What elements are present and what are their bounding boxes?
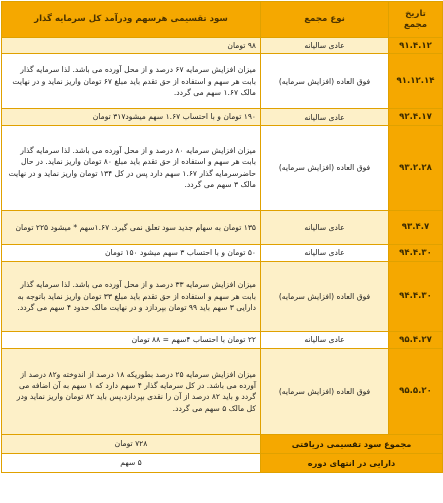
- row-description: میزان افزایش سرمایه ۲۵ درصد بطوریکه ۱۸ درصد از اندوخته و۸۲ درصد از آورده می باشد. در کل سرمایه گذار ۴ سهم دارد که ۱ سهم به آن اضافه می گردد و باید ۸۲ درصد از آن را نقدی بپردازد،پس باید ۸۲ تومان واریز نماید ودر کل مالک ۵ سهم می گردد.: [2, 348, 261, 434]
- row-date: ۹۱.۴.۱۲: [389, 38, 443, 54]
- row-type: فوق العاده (افزایش سرمایه): [261, 125, 389, 210]
- row-date: ۹۵.۴.۲۷: [389, 331, 443, 348]
- row-type: عادی سالیانه: [261, 331, 389, 348]
- row-description: میزان افزایش سرمایه ۶۷ درصد و از محل آورده می باشد. لذا سرمایه گذار بابت هر سهم و استفاده از حق تقدم باید مبلغ ۶۷ تومان واریز نماید و در نهایت مالک ۱.۶۷ سهم می گردد.: [2, 54, 261, 109]
- table-row: [2, 331, 443, 348]
- dividend-history-table: [1, 1, 443, 473]
- table-row: [2, 261, 443, 331]
- row-type: فوق العاده (افزایش سرمایه): [261, 54, 389, 109]
- table-row: [2, 348, 443, 434]
- row-type: عادی سالیانه: [261, 38, 389, 54]
- row-description: ۲۲ تومان با احتساب ۴سهم = ۸۸ تومان: [2, 331, 261, 348]
- final-holdings-value: ۵ سهم: [2, 453, 261, 472]
- table-row: [2, 54, 443, 109]
- total-dividend-row: [2, 434, 443, 453]
- table-row: [2, 109, 443, 125]
- total-dividend-value: ۷۲۸ تومان: [2, 434, 261, 453]
- row-description: میزان افزایش سرمایه ۸۰ درصد و از محل آورده می باشد. لذا سرمایه گذار بابت هر سهم و استفاده از حق تقدم باید مبلغ ۸۰ تومان واریز نماید. در حال حاضرسرمایه گذار ۱.۶۷ سهم دارد پس در کل ۱۳۴ تومان واریز نماید و در نهایت مالک ۳ سهم می گردد.: [2, 125, 261, 210]
- row-date: ۹۵.۵.۲۰: [389, 348, 443, 434]
- table-header-row: [2, 2, 443, 38]
- row-description: ۱۳۵ تومان به سهام جدید سود تعلق نمی گیرد. ۱.۶۷سهم * میشود ۲۲۵ تومان: [2, 210, 261, 244]
- row-date: ۹۲.۴.۱۷: [389, 109, 443, 125]
- row-type: فوق العاده (افزایش سرمایه): [261, 261, 389, 331]
- header-description: سود تقسیمی هرسهم ودرآمد کل سرمایه گذار: [2, 2, 261, 38]
- row-description: ۹۸ تومان: [2, 38, 261, 54]
- row-type: عادی سالیانه: [261, 210, 389, 244]
- final-holdings-label: دارایی در انتهای دوره: [261, 453, 443, 472]
- row-description: میزان افزایش سرمایه ۳۳ درصد و از محل آورده می باشد. لذا سرمایه گذار بابت هر سهم و استفاده از حق تقدم باید مبلغ ۳۳ تومان واریز نماید باتوجه به دارایی ۳ سهم باید ۹۹ تومان بپردازد و در نهایت مالک حدود ۴ سهم می گردد.: [2, 261, 261, 331]
- dividend-table-container: [1, 1, 442, 501]
- row-date: ۹۱.۱۲.۱۴: [389, 54, 443, 109]
- row-description: ۵۰ تومان و با احتساب ۳ سهم میشود ۱۵۰ تومان: [2, 244, 261, 261]
- table-row: [2, 38, 443, 54]
- final-holdings-row: [2, 453, 443, 472]
- row-date: ۹۳.۲.۲۸: [389, 125, 443, 210]
- row-date: ۹۴.۴.۳۰: [389, 244, 443, 261]
- row-type: فوق العاده (افزایش سرمایه): [261, 348, 389, 434]
- total-dividend-label: مجموع سود تقسیمی دریافتی: [261, 434, 443, 453]
- header-type: نوع مجمع: [261, 2, 389, 38]
- row-type: عادی سالیانه: [261, 244, 389, 261]
- row-date: ۹۳.۴.۷: [389, 210, 443, 244]
- table-row: [2, 125, 443, 210]
- table-row: [2, 244, 443, 261]
- row-description: ۱۹۰ تومان و با احتساب ۱.۶۷ سهم میشود۳۱۷ تومان: [2, 109, 261, 125]
- table-row: [2, 210, 443, 244]
- header-date: تاریخ مجمع: [389, 2, 443, 38]
- row-type: عادی سالیانه: [261, 109, 389, 125]
- row-date: ۹۴.۴.۳۰: [389, 261, 443, 331]
